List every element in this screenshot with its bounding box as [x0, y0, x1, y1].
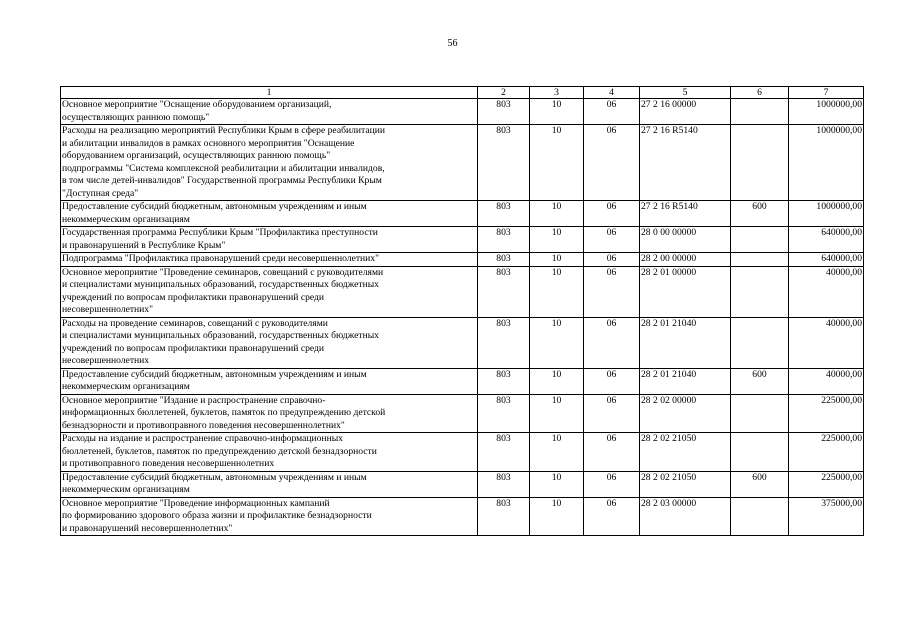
- table-row: [61, 253, 864, 267]
- cell-expense-type: [731, 227, 789, 253]
- cell-expense-type: 600: [731, 471, 789, 497]
- cell-ministry-code: 803: [478, 266, 530, 317]
- cell-subsection: 06: [584, 253, 640, 267]
- table-row: [61, 394, 864, 433]
- cell-ministry-code: 803: [478, 317, 530, 368]
- cell-expense-type: 600: [731, 201, 789, 227]
- cell-target-article: 28 2 02 21050: [640, 471, 731, 497]
- cell-name: Расходы на издание и распространение справочно-информационных бюллетеней, буклетов, памяток по предупреждению детской безнадзорности и противоправного поведения несовершеннолетних: [61, 433, 478, 472]
- cell-expense-type: [731, 99, 789, 125]
- cell-ministry-code: 803: [478, 253, 530, 267]
- cell-subsection: 06: [584, 201, 640, 227]
- cell-section: 10: [530, 471, 584, 497]
- cell-subsection: 06: [584, 497, 640, 536]
- cell-ministry-code: 803: [478, 201, 530, 227]
- table-row: [61, 368, 864, 394]
- cell-amount: 225000,00: [789, 394, 864, 433]
- cell-name: Основное мероприятие "Проведение информационных кампаний по формированию здорового образа жизни и профилактике безнадзорности и правонарушений несовершеннолетних": [61, 497, 478, 536]
- cell-target-article: 28 2 00 00000: [640, 253, 731, 267]
- cell-amount: 1000000,00: [789, 125, 864, 201]
- cell-name: Предоставление субсидий бюджетным, автономным учреждениям и иным некоммерческим организациям: [61, 368, 478, 394]
- cell-expense-type: [731, 394, 789, 433]
- cell-subsection: 06: [584, 125, 640, 201]
- cell-ministry-code: 803: [478, 394, 530, 433]
- cell-ministry-code: 803: [478, 227, 530, 253]
- cell-section: 10: [530, 317, 584, 368]
- table-row: [61, 125, 864, 201]
- cell-subsection: 06: [584, 227, 640, 253]
- cell-ministry-code: 803: [478, 471, 530, 497]
- cell-section: 10: [530, 266, 584, 317]
- cell-ministry-code: 803: [478, 497, 530, 536]
- cell-amount: 225000,00: [789, 433, 864, 472]
- column-header-4: 4: [584, 87, 640, 99]
- cell-name: Расходы на реализацию мероприятий Республики Крым в сфере реабилитации и абилитации инвалидов в рамках основного мероприятия "Оснащение оборудованием организаций, осуществляющих раннюю помощь" подпрограммы "Система комплексной реабилитации и абилитации инвалидов, в том числе детей-инвалидов" Государственной программы Республики Крым "Доступная среда": [61, 125, 478, 201]
- cell-amount: 40000,00: [789, 368, 864, 394]
- column-header-1: 1: [61, 87, 478, 99]
- cell-ministry-code: 803: [478, 433, 530, 472]
- cell-section: 10: [530, 253, 584, 267]
- cell-name: Предоставление субсидий бюджетным, автономным учреждениям и иным некоммерческим организациям: [61, 471, 478, 497]
- cell-amount: 375000,00: [789, 497, 864, 536]
- cell-subsection: 06: [584, 433, 640, 472]
- cell-amount: 640000,00: [789, 253, 864, 267]
- cell-target-article: 28 2 01 21040: [640, 368, 731, 394]
- cell-amount: 40000,00: [789, 266, 864, 317]
- column-header-2: 2: [478, 87, 530, 99]
- cell-target-article: 27 2 16 R5140: [640, 125, 731, 201]
- cell-name: Государственная программа Республики Крым "Профилактика преступности и правонарушений в Республике Крым": [61, 227, 478, 253]
- cell-expense-type: [731, 125, 789, 201]
- page-number: 56: [447, 38, 458, 49]
- cell-ministry-code: 803: [478, 368, 530, 394]
- cell-ministry-code: 803: [478, 125, 530, 201]
- cell-target-article: 27 2 16 R5140: [640, 201, 731, 227]
- cell-expense-type: [731, 433, 789, 472]
- cell-expense-type: [731, 317, 789, 368]
- cell-amount: 225000,00: [789, 471, 864, 497]
- budget-table: [60, 86, 864, 536]
- cell-section: 10: [530, 227, 584, 253]
- cell-expense-type: [731, 266, 789, 317]
- table-row: [61, 497, 864, 536]
- cell-section: 10: [530, 125, 584, 201]
- table-row: [61, 433, 864, 472]
- table-header-row: [61, 87, 864, 99]
- cell-target-article: 28 2 01 21040: [640, 317, 731, 368]
- table-row: [61, 201, 864, 227]
- cell-amount: 640000,00: [789, 227, 864, 253]
- table-row: [61, 227, 864, 253]
- cell-name: Расходы на проведение семинаров, совещаний с руководителями и специалистами муниципальных образований, государственных бюджетных учреждений по вопросам профилактики правонарушений среди несовершеннолетних: [61, 317, 478, 368]
- table-row: [61, 99, 864, 125]
- column-header-5: 5: [640, 87, 731, 99]
- table-row: [61, 317, 864, 368]
- cell-target-article: 28 0 00 00000: [640, 227, 731, 253]
- cell-expense-type: [731, 497, 789, 536]
- cell-target-article: 27 2 16 00000: [640, 99, 731, 125]
- cell-subsection: 06: [584, 471, 640, 497]
- cell-target-article: 28 2 01 00000: [640, 266, 731, 317]
- cell-subsection: 06: [584, 317, 640, 368]
- cell-section: 10: [530, 99, 584, 125]
- cell-subsection: 06: [584, 368, 640, 394]
- cell-subsection: 06: [584, 394, 640, 433]
- cell-ministry-code: 803: [478, 99, 530, 125]
- column-header-3: 3: [530, 87, 584, 99]
- cell-section: 10: [530, 368, 584, 394]
- cell-section: 10: [530, 394, 584, 433]
- cell-name: Основное мероприятие "Проведение семинаров, совещаний с руководителями и специалистами муниципальных образований, государственных бюджетных учреждений по вопросам профилактики правонарушений среди несовершеннолетних": [61, 266, 478, 317]
- table-row: [61, 266, 864, 317]
- cell-section: 10: [530, 497, 584, 536]
- cell-name: Предоставление субсидий бюджетным, автономным учреждениям и иным некоммерческим организациям: [61, 201, 478, 227]
- cell-target-article: 28 2 03 00000: [640, 497, 731, 536]
- cell-expense-type: [731, 253, 789, 267]
- cell-name: Основное мероприятие "Издание и распространение справочно- информационных бюллетеней, буклетов, памяток по предупреждению детской безнадзорности и противоправного поведения несовершеннолетних": [61, 394, 478, 433]
- cell-amount: 40000,00: [789, 317, 864, 368]
- cell-subsection: 06: [584, 99, 640, 125]
- cell-section: 10: [530, 433, 584, 472]
- cell-amount: 1000000,00: [789, 99, 864, 125]
- cell-section: 10: [530, 201, 584, 227]
- cell-amount: 1000000,00: [789, 201, 864, 227]
- cell-expense-type: 600: [731, 368, 789, 394]
- cell-name: Подпрограмма "Профилактика правонарушений среди несовершеннолетних": [61, 253, 478, 267]
- table-row: [61, 471, 864, 497]
- cell-target-article: 28 2 02 00000: [640, 394, 731, 433]
- cell-name: Основное мероприятие "Оснащение оборудованием организаций, осуществляющих раннюю помощь": [61, 99, 478, 125]
- cell-target-article: 28 2 02 21050: [640, 433, 731, 472]
- cell-subsection: 06: [584, 266, 640, 317]
- column-header-6: 6: [731, 87, 789, 99]
- column-header-7: 7: [789, 87, 864, 99]
